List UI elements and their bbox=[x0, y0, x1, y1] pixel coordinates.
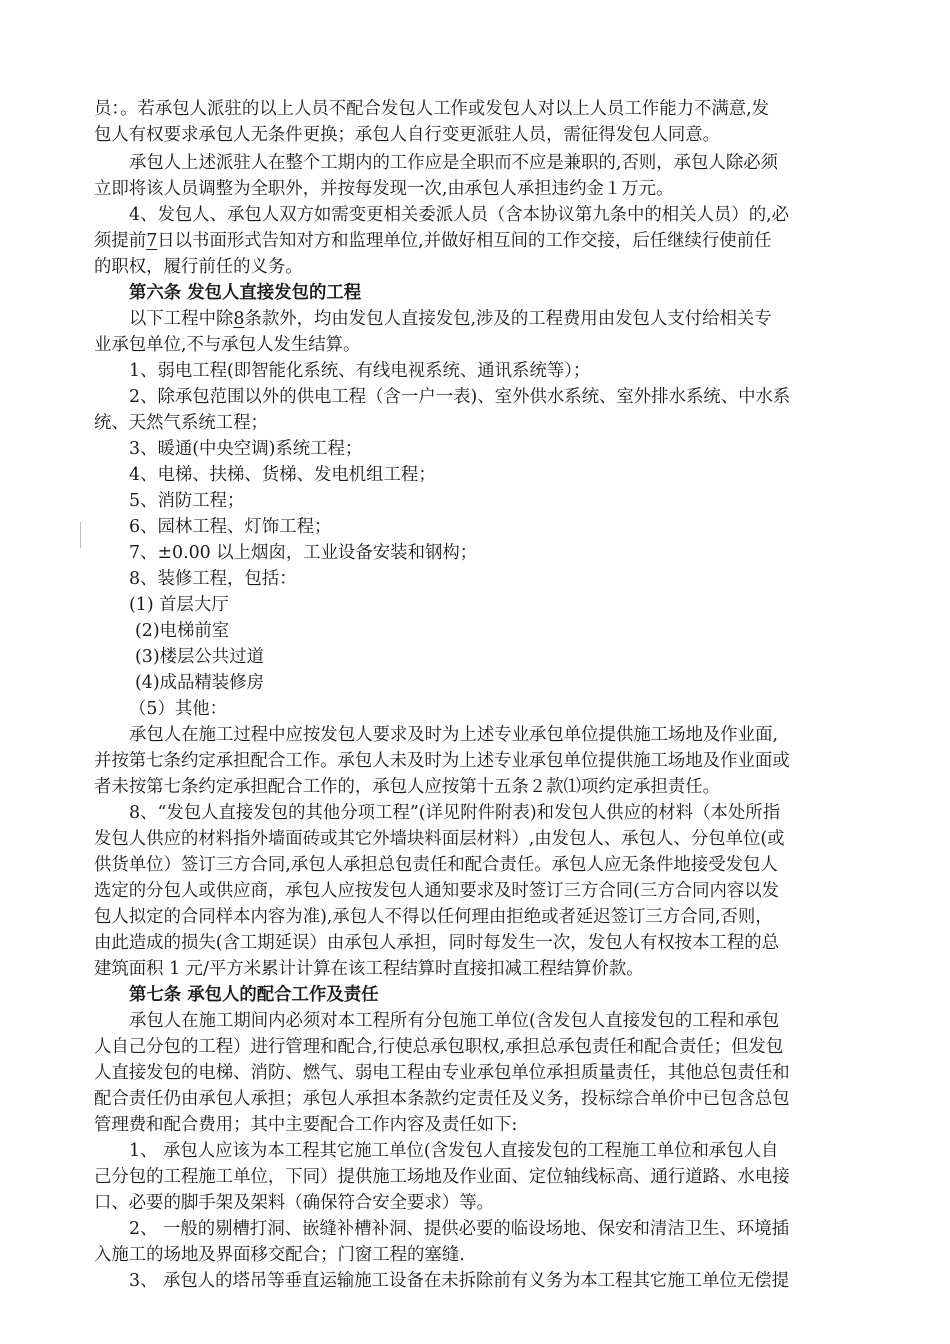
text-line: 选定的分包人或供应商，承包人应按发包人通知要求及时签订三方合同(三方合同内容以发 bbox=[94, 881, 780, 901]
section-heading: 第七条 承包人的配合工作及责任 bbox=[129, 985, 379, 1005]
text-line: 人自己分包的工程）进行管理和配合,行使总承包职权,承担总承包责任和配合责任；但发包 bbox=[94, 1037, 784, 1057]
text-line: 包人拟定的合同样本内容为准),承包人不得以任何理由拒绝或者延迟签订三方合同,否则， bbox=[94, 907, 773, 927]
list-item: 1、 承包人应该为本工程其它施工单位(含发包人直接发包的工程施工单位和承包人自 bbox=[129, 1141, 779, 1161]
text-line: 4、发包人、承包人双方如需变更相关委派人员（含本协议第九条中的相关人员）的,必 bbox=[129, 205, 790, 225]
text-line: 供货单位）签订三方合同,承包人承担总包责任和配合责任。承包人应无条件地接受发包人 bbox=[94, 855, 778, 875]
text-line: 承包人上述派驻人在整个工期内的工作应是全职而不应是兼职的,否则，承包人除必须 bbox=[129, 153, 778, 173]
text-line: 由此造成的损失(含工期延误）由承包人承担，同时每发生一次，发包人有权按本工程的总 bbox=[94, 933, 780, 953]
list-item: 3、暖通(中央空调)系统工程； bbox=[129, 439, 363, 459]
text-line: 人直接发包的电梯、消防、燃气、弱电工程由专业承包单位承担质量责任，其他总包责任和 bbox=[94, 1063, 790, 1083]
text-line: 己分包的工程施工单位，下同）提供施工场地及作业面、定位轴线标高、通行道路、水电接 bbox=[94, 1167, 790, 1187]
text-line: 建筑面积 1 元/平方米累计计算在该工程结算时直接扣减工程结算价款。 bbox=[94, 959, 644, 979]
text-line: 配合责任仍由承包人承担；承包人承担本条款约定责任及义务，投标综合单价中已包含总包 bbox=[94, 1089, 790, 1109]
list-item: 2、 一般的剔槽打洞、嵌缝补槽补洞、提供必要的临设场地、保安和清洁卫生、环境插 bbox=[129, 1219, 790, 1239]
text-line: 包人有权要求承包人无条件更换；承包人自行变更派驻人员，需征得发包人同意。 bbox=[94, 125, 721, 145]
sub-list-item: （5）其他： bbox=[129, 699, 228, 719]
text-line: 统、天然气系统工程； bbox=[94, 413, 268, 433]
text-line: 管理费和配合费用；其中主要配合工作内容及责任如下: bbox=[94, 1115, 518, 1135]
text-line: 立即将该人员调整为全职外，并按每发现一次,由承包人承担违约金１万元。 bbox=[94, 179, 674, 199]
list-item: 6、园林工程、灯饰工程； bbox=[129, 517, 332, 537]
list-item: 2、除承包范围以外的供电工程（含一户一表)、室外供水系统、室外排水系统、中水系 bbox=[129, 387, 791, 407]
list-item: 8、装修工程，包括： bbox=[129, 569, 297, 589]
text-line: 并按第七条约定承担配合工作。承包人未及时为上述专业承包单位提供施工场地及作业面或 bbox=[94, 751, 790, 771]
text-line: 入施工的场地及界面移交配合；门窗工程的塞缝. bbox=[94, 1245, 465, 1265]
margin-mark bbox=[80, 522, 81, 548]
list-item: 1、弱电工程(即智能化系统、有线电视系统、通讯系统等）； bbox=[129, 361, 591, 381]
list-item: 5、消防工程； bbox=[129, 491, 245, 511]
text-line: 8、“发包人直接发包的其他分项工程”(详见附件附表)和发包人供应的材料（本处所指 bbox=[129, 803, 781, 823]
sub-list-item: (4)成品精装修房 bbox=[135, 673, 264, 693]
text-line: 以下工程中除8条款外，均由发包人直接发包,涉及的工程费用由发包人支付给相关专 bbox=[129, 309, 772, 329]
text-line: 口、必要的脚手架及架料（确保符合安全要求）等。 bbox=[94, 1193, 494, 1213]
text-line: 承包人在施工期间内必须对本工程所有分包施工单位(含发包人直接发包的工程和承包 bbox=[129, 1011, 780, 1031]
text-line: 业承包单位,不与承包人发生结算。 bbox=[94, 335, 361, 355]
text-line: 承包人在施工过程中应按发包人要求及时为上述专业承包单位提供施工场地及作业面, bbox=[129, 725, 778, 745]
section-heading: 第六条 发包人直接发包的工程 bbox=[129, 283, 362, 303]
sub-list-item: (3)楼层公共过道 bbox=[135, 647, 264, 667]
list-item: 4、电梯、扶梯、货梯、发电机组工程； bbox=[129, 465, 436, 485]
text-line: 的职权，履行前任的义务。 bbox=[94, 257, 303, 277]
sub-list-item: (2)电梯前室 bbox=[135, 621, 230, 641]
text-line: 须提前7日以书面形式告知对方和监理单位,并做好相互间的工作交接，后任继续行使前任 bbox=[94, 231, 772, 251]
text-line: 员：。若承包人派驻的以上人员不配合发包人工作或发包人对以上人员工作能力不满意,发 bbox=[94, 99, 770, 119]
list-item: 3、 承包人的塔吊等垂直运输施工设备在未拆除前有义务为本工程其它施工单位无偿提 bbox=[129, 1271, 790, 1291]
text-line: 发包人供应的材料指外墙面砖或其它外墙块料面层材料）,由发包人、承包人、分包单位(或 bbox=[94, 829, 785, 849]
sub-list-item: (1) 首层大厅 bbox=[129, 595, 229, 615]
text-line: 者未按第七条约定承担配合工作的，承包人应按第十五条２款⑴项约定承担责任。 bbox=[94, 777, 721, 797]
list-item: 7、±0.00 以上烟囱，工业设备安装和钢构； bbox=[129, 543, 478, 563]
